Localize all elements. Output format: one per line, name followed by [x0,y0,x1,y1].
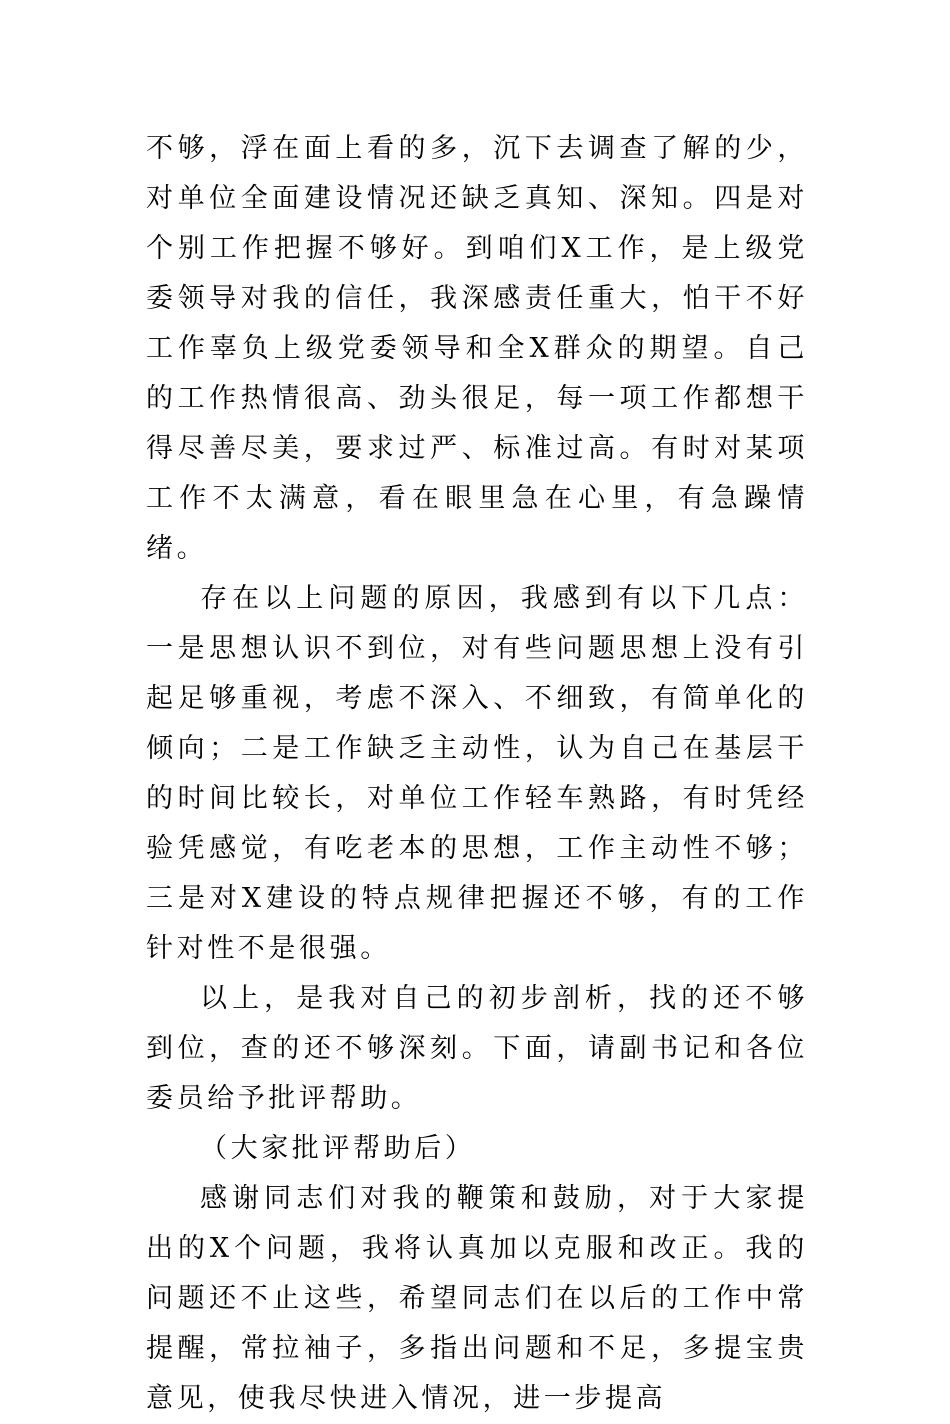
paragraph-4: （大家批评帮助后） [200,1133,476,1164]
paragraph-5: 感谢同志们对我的鞭策和鼓励，对于大家提出的X个问题，我将认真加以克服和改正。我的问题还不止这些，希望同志们在以后的工作中常提醒，常拉袖子，多指出问题和不足，多提宝贵意见，使我尽快进入情况，进一步提高 [146,1183,808,1414]
paragraph-1: 不够，浮在面上看的多，沉下去调查了解的少，对单位全面建设情况还缺乏真知、深知。四是对个别工作把握不够好。到咱们X工作，是上级党委领导对我的信任，我深感责任重大，怕干不好工作辜负上级党委领导和全X群众的期望。自己的工作热情很高、劲头很足，每一项工作都想干得尽善尽美，要求过严、标准过高。有时对某项工作不太满意，看在眼里急在心里，有急躁情绪。 [146,133,808,564]
paragraph-3: 以上，是我对自己的初步剖析，找的还不够到位，查的还不够深刻。下面，请副书记和各位委员给予批评帮助。 [146,983,808,1114]
document-body [146,124,808,1424]
paragraph-2: 存在以上问题的原因，我感到有以下几点：一是思想认识不到位，对有些问题思想上没有引起足够重视，考虑不深入、不细致，有简单化的倾向；二是工作缺乏主动性，认为自己在基层干的时间比较长，对单位工作轻车熟路，有时凭经验凭感觉，有吃老本的思想，工作主动性不够；三是对X建设的特点规律把握还不够，有的工作针对性不是很强。 [146,583,808,964]
